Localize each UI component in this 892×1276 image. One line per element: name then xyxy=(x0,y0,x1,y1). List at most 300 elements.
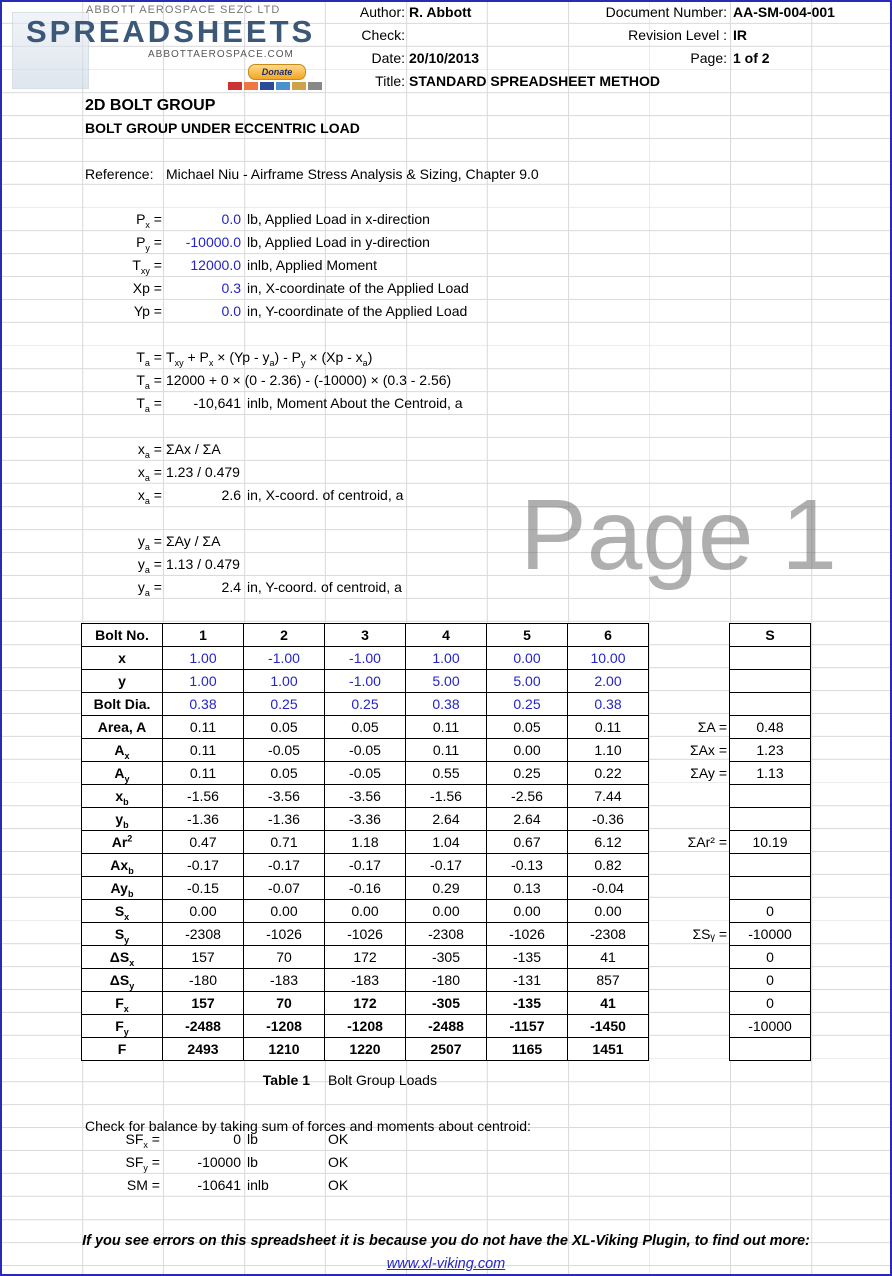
sum-value: 0 xyxy=(730,900,811,923)
subscript: a xyxy=(144,403,150,414)
document-number-value[interactable]: AA-SM-004-001 xyxy=(733,4,835,20)
table-cell: -0.17 xyxy=(244,854,325,877)
table-cell[interactable]: 0.00 xyxy=(487,647,568,670)
sum-label xyxy=(649,900,730,923)
table-caption-number: Table 1 xyxy=(262,1072,310,1088)
table-cell[interactable]: 5.00 xyxy=(406,670,487,693)
sum-value: 0 xyxy=(730,946,811,969)
page-heading: 2D BOLT GROUP xyxy=(85,97,216,114)
calc-value: 2.6 xyxy=(221,487,241,503)
table-cell[interactable]: 10.00 xyxy=(568,647,649,670)
table-row xyxy=(82,946,811,969)
symbol-label: Area, A xyxy=(97,719,147,735)
sum-value: 1.23 xyxy=(730,739,811,762)
table-cell: 1210 xyxy=(244,1038,325,1061)
calc-value: 2.4 xyxy=(221,579,241,595)
sum-value xyxy=(730,785,811,808)
sum-label xyxy=(649,854,730,877)
table-cell: -0.13 xyxy=(487,854,568,877)
subscript: y xyxy=(145,242,150,253)
subscript: y xyxy=(129,980,135,991)
table-cell: 0.00 xyxy=(487,739,568,762)
table-cell[interactable]: 2.00 xyxy=(568,670,649,693)
table-cell: 157 xyxy=(163,946,244,969)
sum-value xyxy=(730,854,811,877)
table-cell[interactable]: 0.25 xyxy=(325,693,406,716)
row-label xyxy=(82,877,163,900)
subscript: a xyxy=(362,357,368,368)
table-cell: 0.05 xyxy=(244,716,325,739)
symbol-label: Ar$^2$ xyxy=(111,833,133,850)
table-cell: 0.25 xyxy=(487,762,568,785)
table-cell[interactable]: 0.38 xyxy=(568,693,649,716)
subscript: x xyxy=(123,1003,129,1014)
subscript: a xyxy=(144,357,150,368)
table-cell: 1220 xyxy=(325,1038,406,1061)
table-cell: 70 xyxy=(244,946,325,969)
symbol-label: F xyxy=(117,1041,127,1057)
subscript: x xyxy=(143,1139,148,1150)
symbol-label: Xp = xyxy=(132,280,162,296)
symbol-label: $T_{xy}$ = xyxy=(132,257,162,276)
row-label xyxy=(82,900,163,923)
symbol-label: $x_a$ = xyxy=(137,487,162,506)
symbol-label: $y_a$ = xyxy=(137,556,162,575)
table-cell: 6.12 xyxy=(568,831,649,854)
row-label xyxy=(82,762,163,785)
table-cell: 70 xyxy=(244,992,325,1015)
table-cell[interactable]: 1.00 xyxy=(244,670,325,693)
table-cell: 0.05 xyxy=(325,716,406,739)
table-cell: 0.00 xyxy=(325,900,406,923)
row-label xyxy=(82,1015,163,1038)
input-label xyxy=(82,277,162,300)
calc-expression: 12000 + 0 × (0 - 2.36) - (-10000) × (0.3 - 2.56) xyxy=(166,372,452,388)
sum-label xyxy=(649,877,730,900)
input-value[interactable]: 0.0 xyxy=(221,303,241,319)
calc-label xyxy=(82,346,162,369)
table-cell[interactable]: 1.00 xyxy=(163,670,244,693)
sum-label xyxy=(649,647,730,670)
subscript: a xyxy=(144,380,150,391)
calc-label xyxy=(82,553,162,576)
calc-description: in, Y-coord. of centroid, a xyxy=(247,579,402,595)
table-cell: -3.56 xyxy=(325,785,406,808)
sum-label xyxy=(649,785,730,808)
check-label xyxy=(82,1174,160,1197)
subscript: a xyxy=(269,357,275,368)
table-cell: -2488 xyxy=(406,1015,487,1038)
calc-expression: ΣAx / ΣA xyxy=(166,441,221,457)
input-value[interactable]: -10000.0 xyxy=(185,234,241,250)
table-cell: -305 xyxy=(406,946,487,969)
date-value[interactable]: 20/10/2013 xyxy=(409,50,480,66)
table-cell: 0.11 xyxy=(406,716,487,739)
table-cell: -1.36 xyxy=(163,808,244,831)
table-row xyxy=(82,1038,811,1061)
subscript: b xyxy=(123,796,129,807)
calc-value: -10,641 xyxy=(193,395,241,411)
sum-label: ΣAx = xyxy=(689,742,727,758)
column-header-bolt: 6 xyxy=(568,624,649,647)
table-cell: -0.17 xyxy=(406,854,487,877)
row-label xyxy=(82,923,163,946)
table-cell: 1165 xyxy=(487,1038,568,1061)
subscript: a xyxy=(144,449,150,460)
symbol-label: $\Delta S_y$ xyxy=(109,972,135,991)
calc-label xyxy=(82,461,162,484)
sum-label xyxy=(649,969,730,992)
table-cell[interactable]: 1.00 xyxy=(163,647,244,670)
sum-value: 0.48 xyxy=(730,716,811,739)
sum-label xyxy=(649,693,730,716)
sum-value: 10.19 xyxy=(730,831,811,854)
subscript: a xyxy=(144,495,150,506)
symbol-label: $P_x$ = xyxy=(136,211,162,230)
table-cell[interactable]: 0.25 xyxy=(487,693,568,716)
table-cell: -0.05 xyxy=(325,762,406,785)
symbol-label: $T_a$ = xyxy=(136,372,162,391)
input-description: lb, Applied Load in y-direction xyxy=(247,234,430,250)
subscript: x xyxy=(208,357,214,368)
sum-value xyxy=(730,693,811,716)
row-label xyxy=(82,739,163,762)
symbol-label: y xyxy=(118,673,126,689)
row-label xyxy=(82,693,163,716)
sum-label xyxy=(649,992,730,1015)
sum-value xyxy=(730,877,811,900)
table-cell: -1026 xyxy=(244,923,325,946)
sum-label-cell xyxy=(649,624,730,647)
calc-label xyxy=(82,392,162,415)
calc-label xyxy=(82,576,162,599)
table-cell: -0.04 xyxy=(568,877,649,900)
row-label xyxy=(82,992,163,1015)
subscript: a xyxy=(144,472,150,483)
table-cell: -1208 xyxy=(244,1015,325,1038)
row-label xyxy=(82,647,163,670)
row-label xyxy=(82,831,163,854)
bolt-group-table xyxy=(81,623,811,1061)
table-row xyxy=(82,923,811,946)
table-cell: 0.11 xyxy=(406,739,487,762)
subscript: x xyxy=(124,911,130,922)
table-cell: 1451 xyxy=(568,1038,649,1061)
symbol-label: $y_b$ xyxy=(115,811,129,830)
subscript: x xyxy=(145,219,150,230)
reference-text: Michael Niu - Airframe Stress Analysis & Sizing, Chapter 9.0 xyxy=(166,166,539,182)
symbol-label: $y_a$ = xyxy=(137,579,162,598)
symbol-label: x xyxy=(118,650,126,666)
symbol-label: $Ay_b$ xyxy=(110,880,134,899)
sum-value xyxy=(730,647,811,670)
subscript: y xyxy=(300,357,306,368)
table-row xyxy=(82,739,811,762)
table-row xyxy=(82,716,811,739)
table-cell: -0.36 xyxy=(568,808,649,831)
table-cell: -1.56 xyxy=(163,785,244,808)
subscript: b xyxy=(128,865,134,876)
sum-value: 0 xyxy=(730,969,811,992)
table-cell: 0.00 xyxy=(163,900,244,923)
input-value[interactable]: 12000.0 xyxy=(190,257,241,273)
table-caption: Bolt Group Loads xyxy=(328,1072,437,1088)
table-cell: 0.82 xyxy=(568,854,649,877)
table-cell[interactable]: -1.00 xyxy=(244,647,325,670)
subscript: a xyxy=(144,541,150,552)
donate-button[interactable]: Donate xyxy=(248,64,306,80)
symbol-label: $T_a$ = xyxy=(136,349,162,368)
table-cell: 41 xyxy=(568,946,649,969)
table-cell: -3.56 xyxy=(244,785,325,808)
symbol-label: $\Delta S_x$ xyxy=(109,949,135,968)
check-status: OK xyxy=(328,1154,349,1170)
table-cell: 0.00 xyxy=(568,900,649,923)
sum-value: 0 xyxy=(730,992,811,1015)
table-row xyxy=(82,1015,811,1038)
table-cell: -1.36 xyxy=(244,808,325,831)
table-cell: -0.05 xyxy=(244,739,325,762)
sum-value xyxy=(730,808,811,831)
sum-label xyxy=(649,1015,730,1038)
table-cell: 0.11 xyxy=(568,716,649,739)
table-cell: 0.00 xyxy=(487,900,568,923)
logo-company: ABBOTT AEROSPACE SEZC LTD xyxy=(86,4,281,16)
table-cell: -2308 xyxy=(163,923,244,946)
symbol-label: $F_y$ xyxy=(115,1018,129,1037)
input-value[interactable]: 0.0 xyxy=(221,211,241,227)
calc-label xyxy=(82,438,162,461)
footer-note: If you see errors on this spreadsheet it is because you do not have the XL-Viking Plugin, to find out more: xyxy=(82,1233,810,1249)
symbol-label: $x_b$ xyxy=(115,788,129,807)
table-cell: 0.47 xyxy=(163,831,244,854)
subscript: y xyxy=(124,773,130,784)
sum-value: -10000 xyxy=(730,1015,811,1038)
table-row xyxy=(82,762,811,785)
symbol-label: $P_y$ = xyxy=(136,234,162,253)
sum-label xyxy=(649,808,730,831)
table-cell: -0.16 xyxy=(325,877,406,900)
check-unit: inlb xyxy=(247,1177,269,1193)
table-cell: -1157 xyxy=(487,1015,568,1038)
symbol-label: $SF_x$ = xyxy=(125,1131,160,1150)
table-row xyxy=(82,808,811,831)
symbol-label: $y_a$ = xyxy=(137,533,162,552)
table-row xyxy=(82,670,811,693)
table-cell: 1.04 xyxy=(406,831,487,854)
table-row xyxy=(82,647,811,670)
column-header-bolt: 3 xyxy=(325,624,406,647)
sum-label xyxy=(649,946,730,969)
page-value[interactable]: 1 of 2 xyxy=(733,50,770,66)
subscript: xy xyxy=(174,357,184,368)
table-row xyxy=(82,854,811,877)
subscript: a xyxy=(144,587,150,598)
subscript: b xyxy=(123,819,129,830)
table-cell: -2488 xyxy=(163,1015,244,1038)
check-intro: Check for balance by taking sum of forces and moments about centroid: xyxy=(85,1118,531,1134)
table-cell: 0.55 xyxy=(406,762,487,785)
document-number-label: Document Number: xyxy=(605,4,727,20)
symbol-label: $x_a$ = xyxy=(137,441,162,460)
page-watermark: Page 1 xyxy=(520,479,837,591)
column-header-sum: S xyxy=(730,624,811,647)
calc-expression: ΣAy / ΣA xyxy=(166,533,221,549)
table-cell: -2308 xyxy=(568,923,649,946)
table-cell: 157 xyxy=(163,992,244,1015)
table-cell: -1.56 xyxy=(406,785,487,808)
check-label xyxy=(82,1128,160,1151)
input-description: inlb, Applied Moment xyxy=(247,257,377,273)
subscript: y xyxy=(143,1162,148,1173)
sum-label xyxy=(649,670,730,693)
calc-description: inlb, Moment About the Centroid, a xyxy=(247,395,463,411)
table-row xyxy=(82,693,811,716)
table-cell: 0.11 xyxy=(163,716,244,739)
page-subheading: BOLT GROUP UNDER ECCENTRIC LOAD xyxy=(85,120,360,136)
sum-label: ΣA = xyxy=(697,719,727,735)
symbol-label: SM = xyxy=(126,1177,160,1193)
symbol-label: $F_x$ xyxy=(115,995,129,1014)
sum-value: -10000 xyxy=(730,923,811,946)
xl-viking-link[interactable]: www.xl-viking.com xyxy=(386,1256,506,1272)
table-cell: -1208 xyxy=(325,1015,406,1038)
table-row xyxy=(82,992,811,1015)
check-value: 0 xyxy=(233,1131,241,1147)
table-cell[interactable]: 1.00 xyxy=(406,647,487,670)
table-cell: 857 xyxy=(568,969,649,992)
calc-expression: 1.23 / 0.479 xyxy=(166,464,240,480)
table-cell: 0.29 xyxy=(406,877,487,900)
subscript: y xyxy=(124,934,130,945)
subscript: x xyxy=(124,750,130,761)
input-label xyxy=(82,231,162,254)
table-cell: -0.17 xyxy=(163,854,244,877)
check-unit: lb xyxy=(247,1154,258,1170)
table-cell[interactable]: 0.38 xyxy=(163,693,244,716)
sum-value: 1.13 xyxy=(730,762,811,785)
calc-expression: $T_{xy} + P_x \times (Yp - y_a) - P_y \times (Xp - x_a)$ xyxy=(166,349,373,368)
table-cell: 0.11 xyxy=(163,762,244,785)
subscript: b xyxy=(127,888,134,899)
reference-label: Reference: xyxy=(85,166,154,182)
table-cell: 0.13 xyxy=(487,877,568,900)
table-cell: 0.05 xyxy=(487,716,568,739)
table-cell: 0.11 xyxy=(163,739,244,762)
symbol-label: $A_y$ xyxy=(114,765,130,784)
table-cell[interactable]: 0.25 xyxy=(244,693,325,716)
page-label: Page: xyxy=(690,50,727,66)
revision-value[interactable]: IR xyxy=(733,27,747,43)
table-cell: -180 xyxy=(406,969,487,992)
symbol-label: $S_y$ xyxy=(114,926,130,945)
table-cell: -305 xyxy=(406,992,487,1015)
calc-description: in, X-coord. of centroid, a xyxy=(247,487,404,503)
table-cell: 0.67 xyxy=(487,831,568,854)
input-description: in, Y-coordinate of the Applied Load xyxy=(247,303,468,319)
check-label xyxy=(82,1151,160,1174)
table-cell: -1450 xyxy=(568,1015,649,1038)
row-label xyxy=(82,785,163,808)
table-row xyxy=(82,900,811,923)
column-header-bolt: 5 xyxy=(487,624,568,647)
check-unit: lb xyxy=(247,1131,258,1147)
table-cell: -183 xyxy=(244,969,325,992)
row-label xyxy=(82,716,163,739)
logo xyxy=(8,4,318,92)
check-label: Check: xyxy=(361,27,405,43)
logo-brand: SPREADSHEETS xyxy=(26,14,316,49)
table-header-row xyxy=(82,624,811,647)
check-status: OK xyxy=(328,1131,349,1147)
calc-expression: 1.13 / 0.479 xyxy=(166,556,240,572)
author-value[interactable]: R. Abbott xyxy=(409,4,472,20)
symbol-label: $T_a$ = xyxy=(136,395,162,414)
row-label xyxy=(82,969,163,992)
table-cell: -0.05 xyxy=(325,739,406,762)
table-cell: -2.56 xyxy=(487,785,568,808)
table-cell: -131 xyxy=(487,969,568,992)
title-value[interactable]: STANDARD SPREADSHEET METHOD xyxy=(409,73,660,89)
column-header-bolt: 4 xyxy=(406,624,487,647)
table-cell: -183 xyxy=(325,969,406,992)
table-cell: 0.00 xyxy=(406,900,487,923)
calc-label xyxy=(82,369,162,392)
table-cell: -1026 xyxy=(325,923,406,946)
table-cell[interactable]: -1.00 xyxy=(325,670,406,693)
sum-label: ΣSᵧ = xyxy=(692,926,727,942)
input-label xyxy=(82,254,162,277)
symbol-label: Yp = xyxy=(133,303,162,319)
table-cell: 2.64 xyxy=(406,808,487,831)
table-row xyxy=(82,831,811,854)
subscript: xy xyxy=(140,265,150,276)
sum-label xyxy=(649,1038,730,1061)
symbol-label: $x_a$ = xyxy=(137,464,162,483)
input-description: lb, Applied Load in x-direction xyxy=(247,211,430,227)
table-cell: -2308 xyxy=(406,923,487,946)
table-cell: 0.00 xyxy=(244,900,325,923)
input-label xyxy=(82,300,162,323)
calc-label xyxy=(82,484,162,507)
symbol-label: $A_x$ xyxy=(114,742,130,761)
date-label: Date: xyxy=(371,50,405,66)
table-cell: 1.10 xyxy=(568,739,649,762)
row-label xyxy=(82,854,163,877)
symbol-label: $SF_y$ = xyxy=(125,1154,160,1173)
row-label xyxy=(82,670,163,693)
sum-label: ΣAy = xyxy=(690,765,727,781)
column-header-bolt: 2 xyxy=(244,624,325,647)
table-cell[interactable]: 0.38 xyxy=(406,693,487,716)
input-value[interactable]: 0.3 xyxy=(221,280,241,296)
table-cell: 2493 xyxy=(163,1038,244,1061)
table-cell: 0.71 xyxy=(244,831,325,854)
row-label xyxy=(82,808,163,831)
table-cell: -0.07 xyxy=(244,877,325,900)
table-cell: 0.22 xyxy=(568,762,649,785)
sum-label: ΣAr² = xyxy=(687,834,727,850)
input-label xyxy=(82,208,162,231)
subscript: y xyxy=(123,1026,129,1037)
column-header-bolt-no: Bolt No. xyxy=(82,624,163,647)
table-cell[interactable]: -1.00 xyxy=(325,647,406,670)
table-cell: -135 xyxy=(487,992,568,1015)
title-label: Title: xyxy=(375,73,405,89)
revision-label: Revision Level : xyxy=(628,27,727,43)
table-cell[interactable]: 5.00 xyxy=(487,670,568,693)
table-cell: 172 xyxy=(325,946,406,969)
